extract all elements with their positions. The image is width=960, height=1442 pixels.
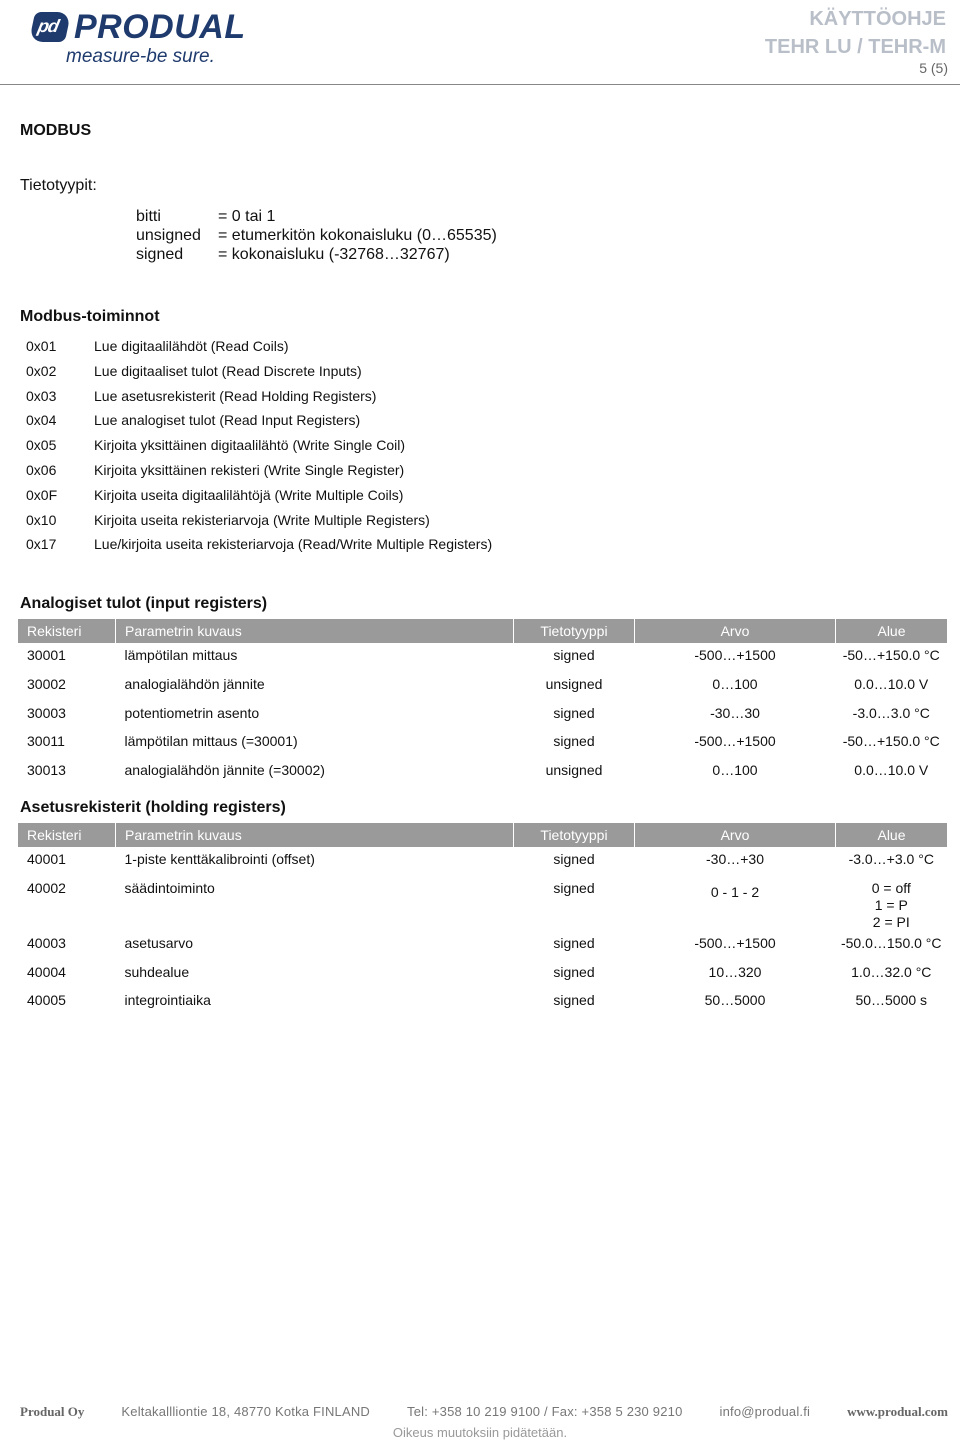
function-row: 0x17 Lue/kirjoita useita rekisteriarvoja (Read/Write Multiple Registers) bbox=[26, 536, 493, 553]
functions-list bbox=[26, 336, 492, 559]
doc-type: KÄYTTÖOHJE bbox=[809, 8, 946, 30]
datatype-row: bitti = 0 tai 1 bbox=[136, 208, 276, 225]
table-row: 30013 analogialähdön jännite (=30002) unsigned 0…100 0.0…10.0 V bbox=[27, 762, 929, 779]
footer-company: Produal Oy bbox=[20, 1404, 85, 1419]
datatypes-list bbox=[136, 207, 497, 264]
datatype-row: signed = kokonaisluku (-32768…32767) bbox=[136, 246, 450, 263]
footer bbox=[20, 1404, 948, 1420]
section-title-modbus: MODBUS bbox=[20, 122, 92, 139]
table-row: 30002 analogialähdön jännite unsigned 0…100 0.0…10.0 V bbox=[27, 675, 929, 692]
function-row: 0x06 Kirjoita yksittäinen rekisteri (Write Single Register) bbox=[26, 461, 405, 478]
holding-registers-table bbox=[18, 823, 947, 1017]
table-row: 40003 asetusarvo signed -500…+1500 -50.0…150.0 °C bbox=[27, 934, 942, 951]
header-divider bbox=[0, 84, 960, 85]
col-header-register: Rekisteri bbox=[18, 823, 116, 847]
col-header-datatype: Tietotyyppi bbox=[514, 619, 635, 643]
table-row: 40005 integrointiaika signed 50…5000 50…5000 s bbox=[27, 992, 928, 1009]
function-row: 0x05 Kirjoita yksittäinen digitaalilähtö (Write Single Coil) bbox=[26, 437, 405, 454]
col-header-range: Alue bbox=[836, 823, 948, 847]
function-row: 0x03 Lue asetusrekisterit (Read Holding Registers) bbox=[26, 387, 377, 404]
function-row: 0x02 Lue digitaaliset tulot (Read Discrete Inputs) bbox=[26, 362, 362, 379]
section-title-input-registers: Analogiset tulot (input registers) bbox=[20, 595, 268, 612]
table-row: 40004 suhdealue signed 10…320 1.0…32.0 °C bbox=[27, 963, 932, 980]
footer-email[interactable]: info@produal.fi bbox=[719, 1404, 811, 1419]
logo-tagline: measure-be sure. bbox=[66, 46, 215, 67]
footer-rights: Oikeus muutoksiin pidätetään. bbox=[392, 1425, 568, 1440]
col-header-range: Alue bbox=[836, 619, 948, 643]
document-title bbox=[765, 5, 946, 61]
function-row: 0x04 Lue analogiset tulot (Read Input Registers) bbox=[26, 412, 361, 429]
col-header-description: Parametrin kuvaus bbox=[116, 619, 514, 643]
section-title-holding-registers: Asetusrekisterit (holding registers) bbox=[20, 799, 286, 816]
function-row: 0x01 Lue digitaalilähdöt (Read Coils) bbox=[26, 338, 289, 354]
col-header-value: Arvo bbox=[635, 823, 836, 847]
range-multiline bbox=[836, 876, 948, 931]
col-header-description: Parametrin kuvaus bbox=[116, 823, 514, 847]
logo-wordmark: PRODUAL bbox=[74, 8, 246, 46]
datatype-row: unsigned = etumerkitön kokonaisluku (0…65535) bbox=[136, 227, 497, 244]
input-registers-table bbox=[18, 619, 947, 787]
page-number: 5 (5) bbox=[919, 60, 948, 76]
table-row: 40001 1-piste kenttäkalibrointi (offset) signed -30…+30 -3.0…+3.0 °C bbox=[27, 851, 934, 867]
function-row: 0x0F Kirjoita useita digitaalilähtöjä (Write Multiple Coils) bbox=[26, 486, 404, 503]
product-name: TEHR LU / TEHR-M bbox=[764, 36, 946, 58]
table-row: 40002 säädintoiminto signed 0 - 1 - 2 0 = off 1 = P 2 = PI bbox=[18, 876, 947, 931]
datatypes-label: Tietotyypit: bbox=[20, 177, 97, 194]
table-row: 30001 lämpötilan mittaus signed -500…+1500 -50…+150.0 °C bbox=[27, 647, 940, 663]
footer-address: Keltakallliontie 18, 48770 Kotka FINLAND bbox=[121, 1404, 371, 1419]
col-header-datatype: Tietotyyppi bbox=[514, 823, 635, 847]
logo-mark: pd bbox=[29, 12, 71, 42]
produal-logo bbox=[30, 8, 270, 68]
col-header-value: Arvo bbox=[635, 619, 836, 643]
table-row: 30003 potentiometrin asento signed -30…30 -3.0…3.0 °C bbox=[27, 704, 930, 721]
range-line: 2 = PI bbox=[872, 913, 910, 930]
table-row: 30011 lämpötilan mittaus (=30001) signed -500…+1500 -50…+150.0 °C bbox=[27, 733, 940, 750]
section-title-functions: Modbus-toiminnot bbox=[20, 308, 160, 325]
range-line: 0 = off bbox=[871, 879, 911, 896]
footer-website[interactable]: www.produal.com bbox=[847, 1404, 948, 1419]
col-header-register: Rekisteri bbox=[18, 619, 116, 643]
footer-phone: Tel: +358 10 219 9100 / Fax: +358 5 230 9210 bbox=[407, 1404, 683, 1419]
range-line: 1 = P bbox=[874, 896, 908, 913]
table-header-row bbox=[18, 619, 947, 643]
table-header-row bbox=[18, 823, 947, 847]
function-row: 0x10 Kirjoita useita rekisteriarvoja (Write Multiple Registers) bbox=[26, 511, 430, 528]
